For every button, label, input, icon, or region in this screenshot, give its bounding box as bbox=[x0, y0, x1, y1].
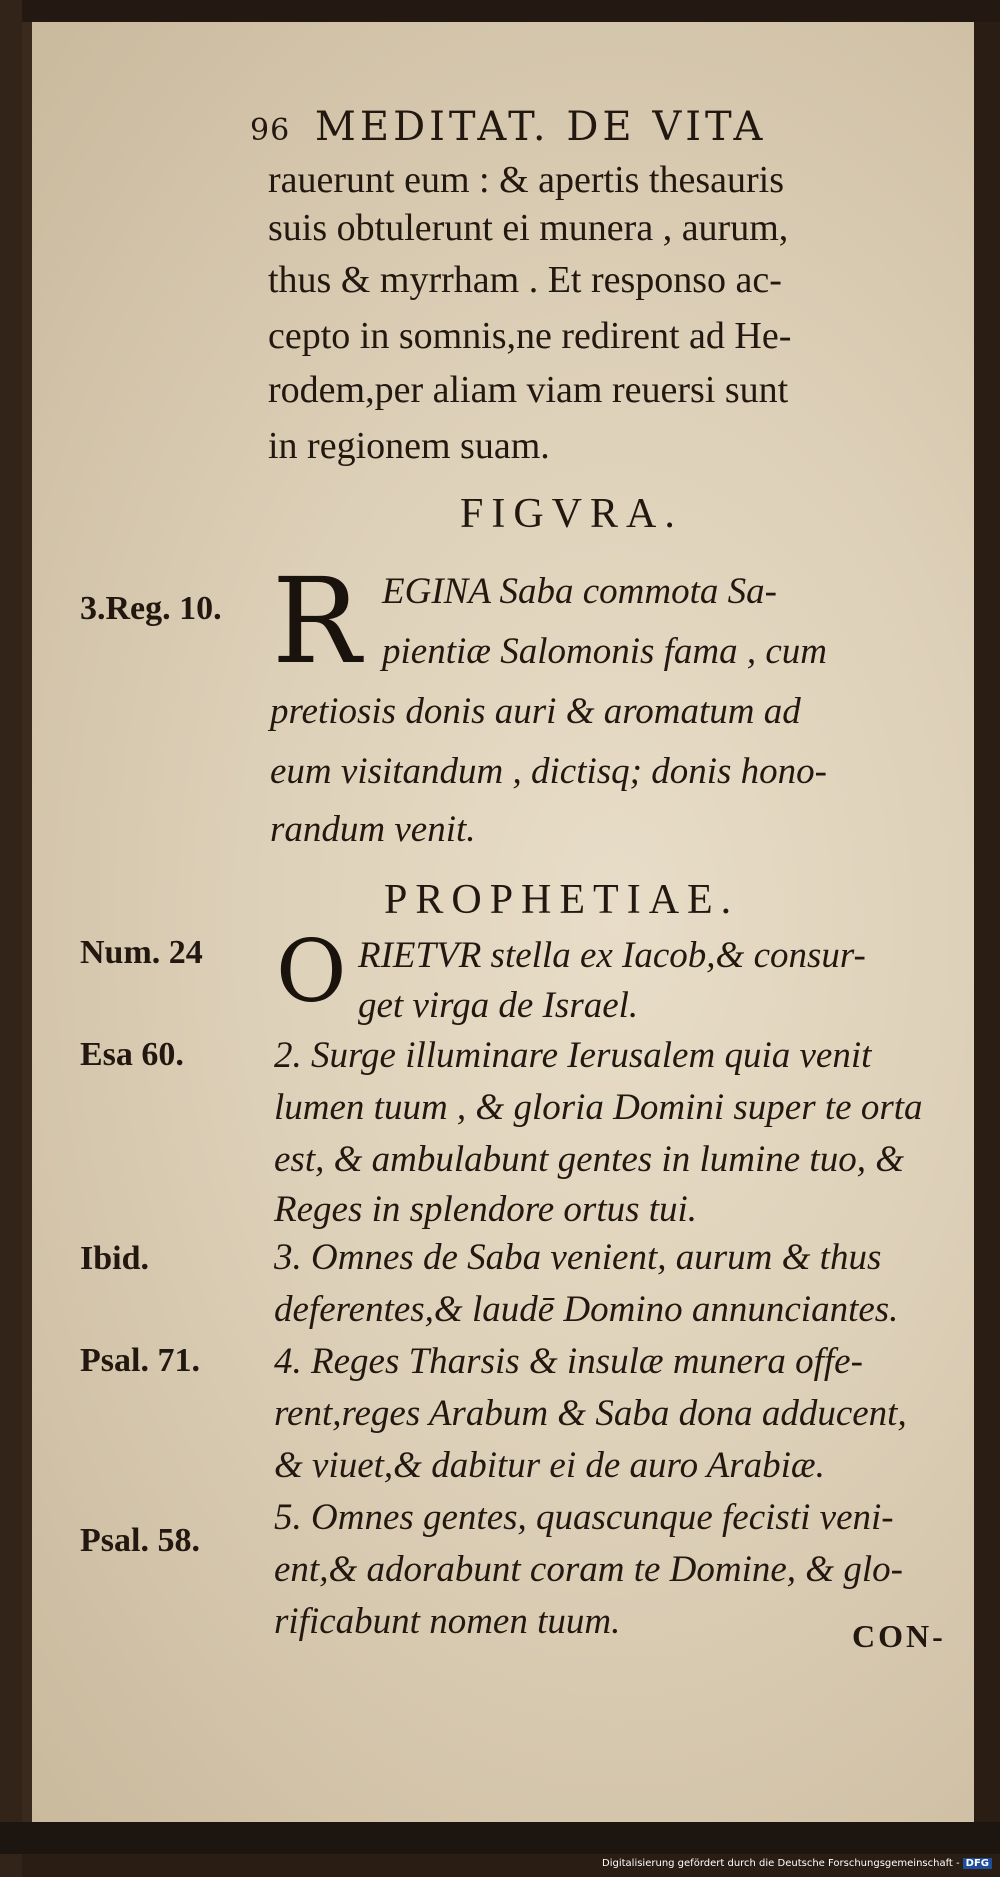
prophecy-line: Reges in splendore ortus tui. bbox=[274, 1189, 698, 1230]
prophecy-line: lumen tuum , & gloria Domini super te orta bbox=[274, 1087, 923, 1128]
prophecy-line: 5. Omnes gentes, quascunque fecisti veni- bbox=[274, 1497, 894, 1538]
intro-line: suis obtulerunt ei munera , aurum, bbox=[268, 207, 789, 249]
running-head-title: MEDITAT. DE VITA bbox=[314, 104, 767, 150]
running-head bbox=[250, 104, 766, 150]
digitization-credit bbox=[602, 1858, 992, 1869]
top-edge bbox=[0, 0, 1000, 22]
prophecy-line: est, & ambulabunt gentes in lumine tuo, & bbox=[274, 1139, 904, 1180]
intro-line: rodem,per aliam viam reuersi sunt bbox=[268, 369, 789, 411]
figura-line: EGINA Saba commota Sa- bbox=[382, 571, 777, 612]
figura-heading: FIGVRA. bbox=[460, 491, 683, 537]
prophecy-line: RIETVR stella ex Iacob,& consur- bbox=[358, 935, 866, 976]
prophecy-line: ent,& adorabunt coram te Domine, & glo- bbox=[274, 1549, 903, 1590]
margin-ref: Esa 60. bbox=[80, 1036, 184, 1073]
bottom-edge bbox=[0, 1822, 1000, 1854]
dfg-logo: DFG bbox=[963, 1858, 992, 1869]
credit-text: Digitalisierung gefördert durch die Deutsche Forschungsgemeinschaft - bbox=[602, 1858, 960, 1869]
prophecy-line: & viuet,& dabitur ei de auro Arabiæ. bbox=[274, 1445, 825, 1486]
margin-ref-figura: 3.Reg. 10. bbox=[80, 590, 222, 627]
margin-ref: Psal. 71. bbox=[80, 1342, 200, 1379]
figura-line: randum venit. bbox=[270, 809, 476, 850]
catchword: CON- bbox=[852, 1618, 946, 1654]
prophecy-line: 3. Omnes de Saba venient, aurum & thus bbox=[274, 1237, 882, 1278]
figura-line: pretiosis donis auri & aromatum ad bbox=[270, 691, 801, 732]
prophecy-line: deferentes,& laudē Domino annunciantes. bbox=[274, 1289, 899, 1330]
prophecy-line: 2. Surge illuminare Ierusalem quia venit bbox=[274, 1035, 872, 1076]
intro-line: thus & myrrham . Et responso ac- bbox=[268, 259, 782, 301]
margin-ref: Num. 24 bbox=[80, 934, 203, 971]
prophecy-line: get virga de Israel. bbox=[358, 985, 639, 1026]
page-number: 96 bbox=[250, 113, 291, 148]
intro-line: cepto in somnis,ne redirent ad He- bbox=[268, 315, 792, 357]
book-spine bbox=[0, 0, 22, 1877]
margin-ref: Ibid. bbox=[80, 1240, 149, 1277]
prophetiae-heading: PROPHETIAE. bbox=[384, 877, 740, 923]
intro-line: in regionem suam. bbox=[268, 425, 550, 467]
prophecy-line: rent,reges Arabum & Saba dona adducent, bbox=[274, 1393, 907, 1434]
figura-line: eum visitandum , dictisq; donis hono- bbox=[270, 751, 828, 792]
dropcap-o: O bbox=[276, 922, 347, 1022]
dropcap-r: R bbox=[272, 552, 361, 690]
margin-ref: Psal. 58. bbox=[80, 1522, 200, 1559]
prophecy-line: 4. Reges Tharsis & insulæ munera offe- bbox=[274, 1341, 863, 1382]
intro-line: rauerunt eum : & apertis thesauris bbox=[268, 159, 785, 201]
figura-line: pientiæ Salomonis fama , cum bbox=[382, 631, 828, 672]
prophecy-line: rificabunt nomen tuum. bbox=[274, 1601, 621, 1642]
